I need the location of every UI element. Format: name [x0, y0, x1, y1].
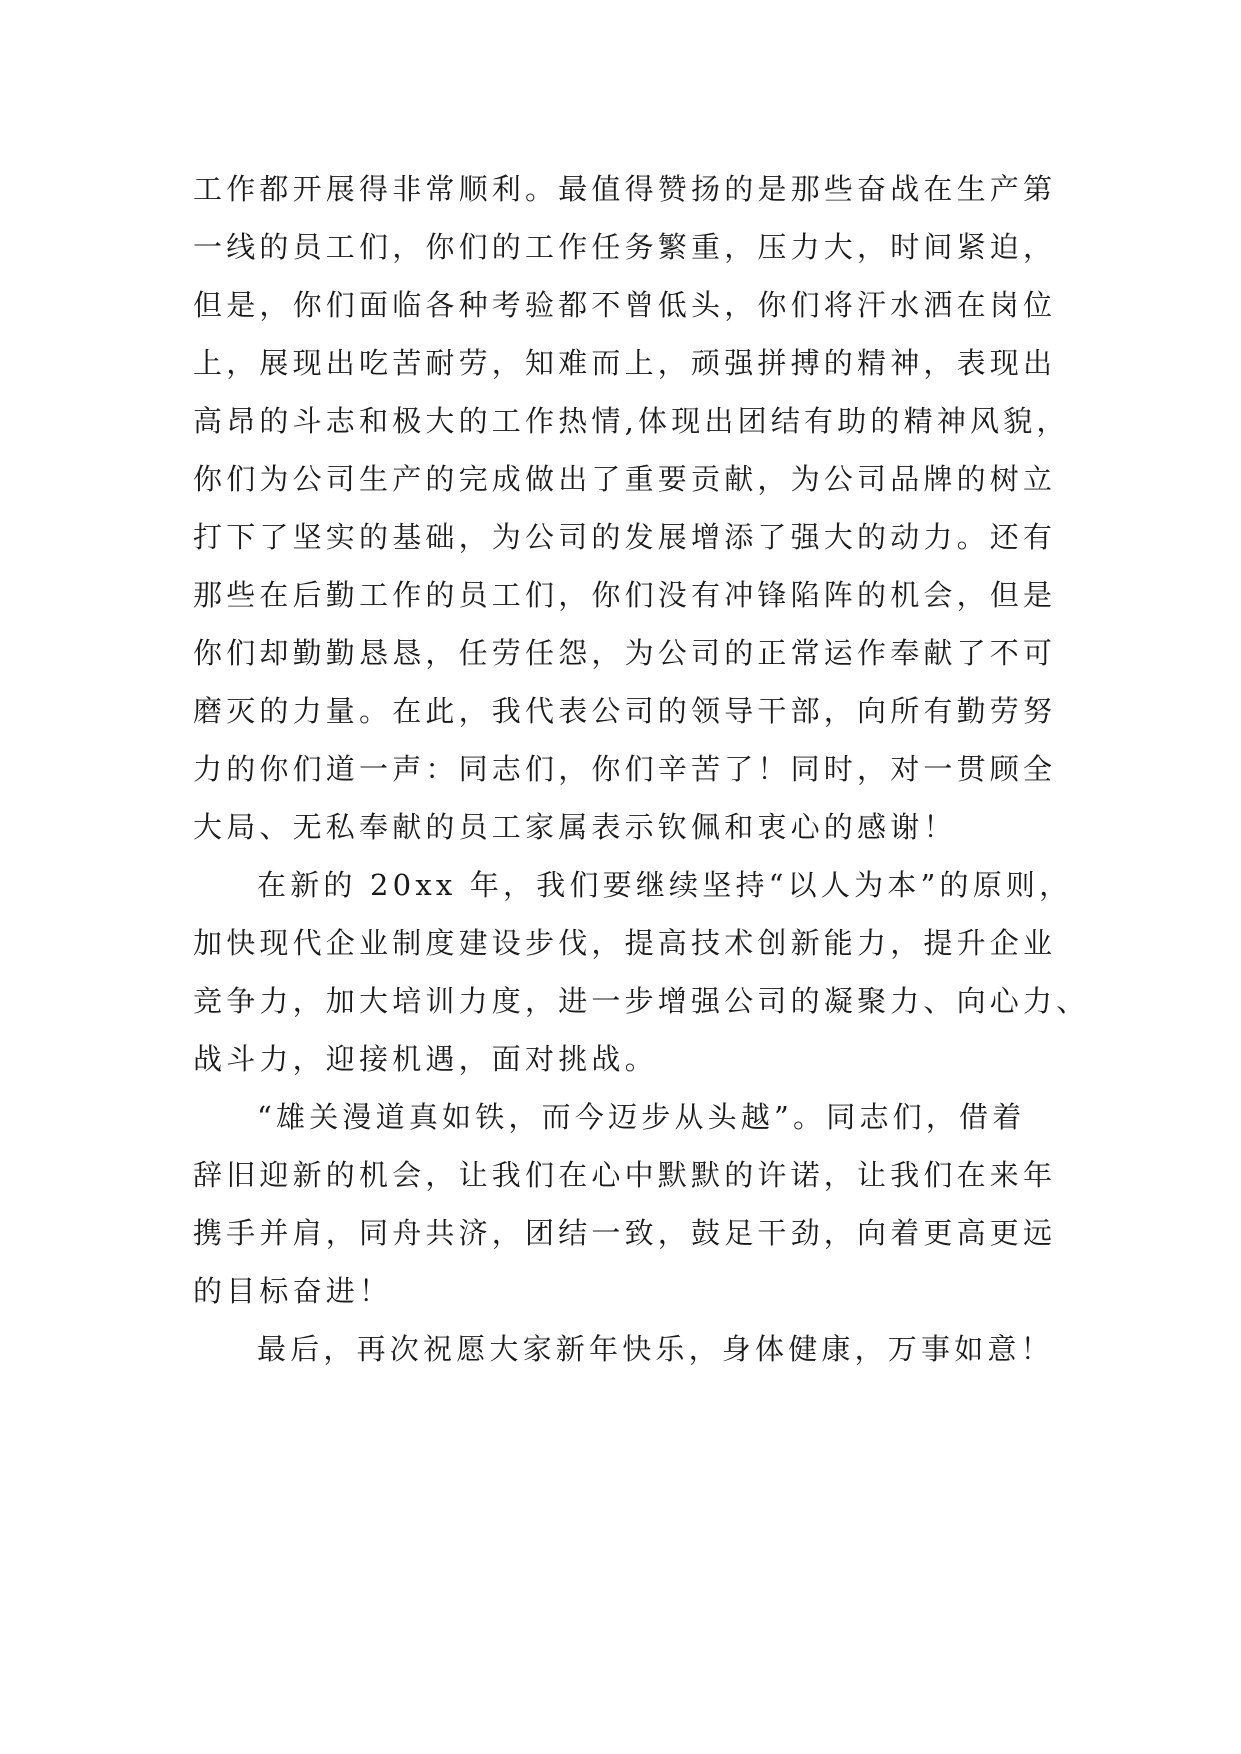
paragraph-4 — [193, 1320, 1073, 1378]
document-body — [193, 160, 1090, 1378]
paragraph-line: 高昂的斗志和极大的工作热情,体现出团结有助的精神风貌， — [193, 404, 1070, 438]
paragraph-line: 携手并肩，同舟共济，团结一致，鼓足干劲，向着更高更远 — [193, 1216, 1057, 1250]
paragraph-line: 磨灭的力量。在此，我代表公司的领导干部，向所有勤劳努 — [193, 694, 1057, 728]
paragraph-line: 工作都开展得非常顺利。最值得赞扬的是那些奋战在生产第 — [193, 172, 1057, 206]
paragraph-3 — [193, 1088, 1073, 1320]
paragraph-line: 辞旧迎新的机会，让我们在心中默默的许诺，让我们在来年 — [193, 1158, 1057, 1192]
paragraph-line: 一线的员工们，你们的工作任务繁重，压力大，时间紧迫， — [193, 230, 1057, 264]
paragraph-line: 的目标奋进！ — [193, 1274, 393, 1308]
paragraph-line: 力的你们道一声：同志们，你们辛苦了！同时，对一贯顾全 — [193, 752, 1057, 786]
paragraph-2 — [193, 856, 1090, 1088]
paragraph-line: 上，展现出吃苦耐劳，知难而上，顽强拼搏的精神，表现出 — [193, 346, 1057, 380]
paragraph-line: 打下了坚实的基础，为公司的发展增添了强大的动力。还有 — [193, 520, 1057, 554]
paragraph-line: 加快现代企业制度建设步伐，提高技术创新能力，提升企业 — [193, 926, 1057, 960]
paragraph-line: 你们为公司生产的完成做出了重要贡献，为公司品牌的树立 — [193, 462, 1057, 496]
paragraph-line: “雄关漫道真如铁，而今迈步从头越”。同志们，借着 — [257, 1100, 1026, 1134]
paragraph-line: 大局、无私奉献的员工家属表示钦佩和衷心的感谢！ — [193, 810, 957, 844]
paragraph-line: 战斗力，迎接机遇，面对挑战。 — [193, 1042, 658, 1076]
paragraph-line: 但是，你们面临各种考验都不曾低头，你们将汗水洒在岗位 — [193, 288, 1057, 322]
paragraph-line: 你们却勤勤恳恳，任劳任怨，为公司的正常运作奉献了不可 — [193, 636, 1057, 670]
paragraph-line: 最后，再次祝愿大家新年快乐，身体健康，万事如意！ — [257, 1332, 1054, 1366]
paragraph-1 — [193, 160, 1073, 856]
paragraph-line: 那些在后勤工作的员工们，你们没有冲锋陷阵的机会，但是 — [193, 578, 1057, 612]
paragraph-line: 竞争力，加大培训力度，进一步增强公司的凝聚力、向心力、 — [193, 984, 1090, 1018]
paragraph-line: 在新的 20xx 年，我们要继续坚持“以人为本”的原则， — [257, 868, 1073, 902]
